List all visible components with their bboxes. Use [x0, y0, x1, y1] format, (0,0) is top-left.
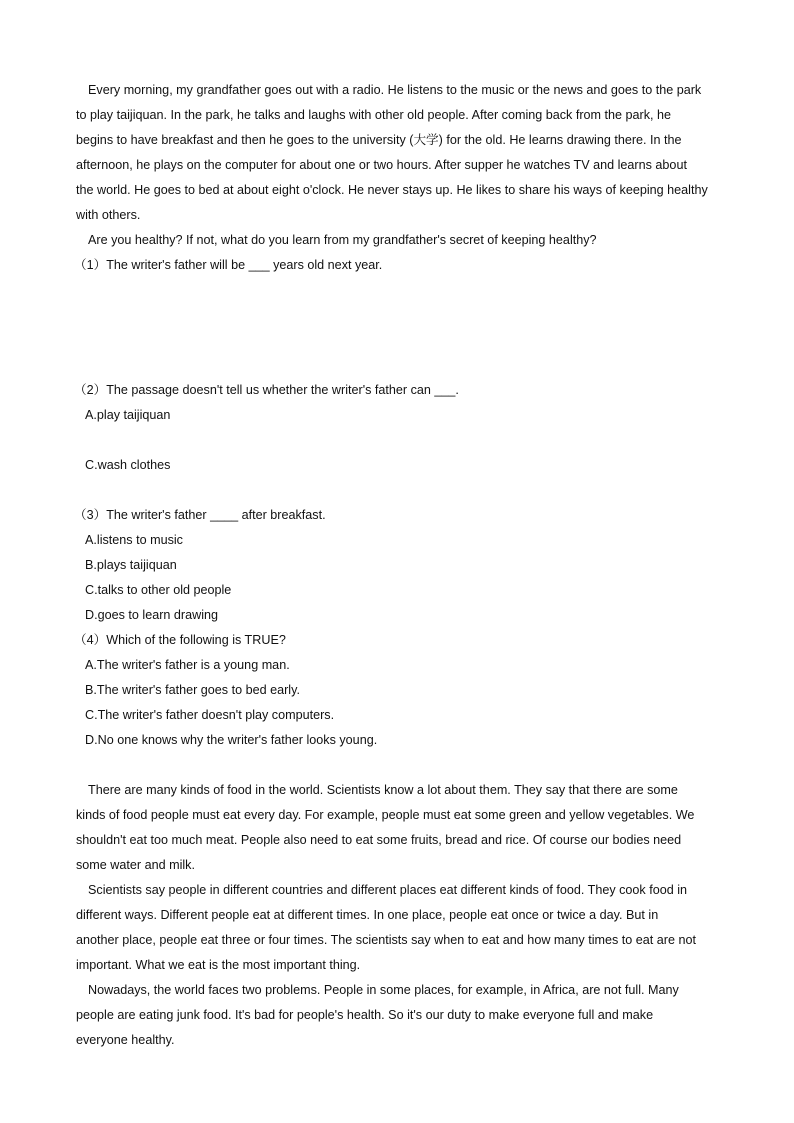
option-d: D.goes to learn drawing [85, 608, 219, 622]
question-1 [76, 253, 721, 278]
question-4 [76, 628, 721, 753]
passage-2-line: different ways. Different people eat at different times. In one place, people eat once or twice a day. But in [76, 908, 659, 922]
blank-line [76, 428, 721, 453]
passage-2 [76, 778, 721, 1053]
passage-2-line: some water and milk. [76, 858, 195, 872]
passage-1-line: with others. [76, 208, 141, 222]
blank-line [76, 478, 721, 503]
answer-space [76, 278, 721, 378]
passage-1 [76, 78, 721, 253]
passage-2-line: everyone healthy. [76, 1033, 175, 1047]
option-c: C.talks to other old people [85, 583, 232, 597]
question-stem: （3）The writer's father ____ after breakfast. [74, 508, 326, 522]
passage-2-line: shouldn't eat too much meat. People also need to eat some fruits, bread and rice. Of course our bodies need [76, 833, 682, 847]
question-stem: （4）Which of the following is TRUE? [74, 633, 286, 647]
question-stem: （1）The writer's father will be ___ years old next year. [74, 258, 383, 272]
option-c: C.The writer's father doesn't play computers. [85, 708, 335, 722]
document-page [76, 78, 721, 1053]
option-d: D.No one knows why the writer's father looks young. [85, 733, 378, 747]
passage-2-line: kinds of food people must eat every day. For example, people must eat some green and yellow vegetables. We [76, 808, 695, 822]
passage-1-line: the world. He goes to bed at about eight o'clock. He never stays up. He likes to share his ways of keeping healthy [76, 183, 708, 197]
passage-2-line: Scientists say people in different countries and different places eat different kinds of food. They cook food in [88, 883, 688, 897]
question-stem: （2）The passage doesn't tell us whether the writer's father can ___. [74, 383, 459, 397]
passage-1-line: to play taijiquan. In the park, he talks and laughs with other old people. After coming back from the park, he [76, 108, 672, 122]
option-a: A.play taijiquan [85, 408, 171, 422]
option-a: A.listens to music [85, 533, 183, 547]
passage-1-line: Every morning, my grandfather goes out with a radio. He listens to the music or the news and goes to the park [88, 83, 702, 97]
passage-1-line: afternoon, he plays on the computer for about one or two hours. After supper he watches TV and learns about [76, 158, 687, 172]
passage-1-line: Are you healthy? If not, what do you learn from my grandfather's secret of keeping healthy? [88, 233, 597, 247]
passage-2-line: people are eating junk food. It's bad for people's health. So it's our duty to make everyone full and make [76, 1008, 654, 1022]
option-b: B.The writer's father goes to bed early. [85, 683, 300, 697]
passage-1-line: begins to have breakfast and then he goes to the university (大学) for the old. He learns drawing there. In the [76, 133, 682, 147]
passage-2-line: There are many kinds of food in the world. Scientists know a lot about them. They say that there are some [88, 783, 678, 797]
question-3 [76, 503, 721, 628]
option-b: B.plays taijiquan [85, 558, 177, 572]
question-2 [76, 378, 721, 478]
option-c: C.wash clothes [85, 458, 171, 472]
passage-2-line: Nowadays, the world faces two problems. People in some places, for example, in Africa, are not full. Many [88, 983, 679, 997]
option-a: A.The writer's father is a young man. [85, 658, 290, 672]
passage-2-line: another place, people eat three or four times. The scientists say when to eat and how many times to eat are not [76, 933, 697, 947]
passage-2-line: important. What we eat is the most important thing. [76, 958, 361, 972]
